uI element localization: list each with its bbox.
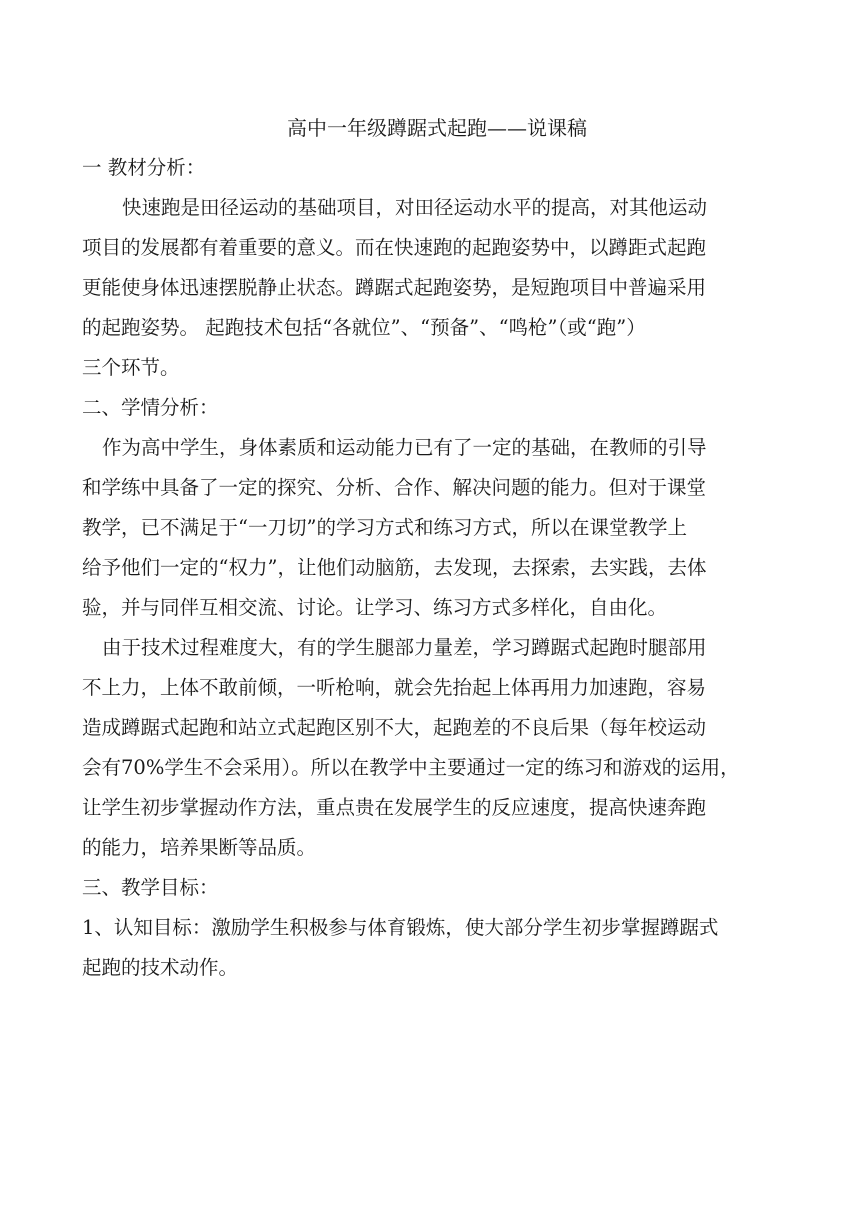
paragraph-learner-analysis-1 — [82, 428, 782, 628]
paragraph-learner-analysis-2 — [82, 628, 782, 868]
paragraph-line: 由于技术过程难度大，有的学生腿部力量差，学习蹲踞式起跑时腿部用 — [102, 636, 707, 659]
paragraph-line: 三个环节。 — [82, 356, 180, 379]
document-title: 高中一年级蹲踞式起跑——说课稿 — [287, 116, 587, 140]
paragraph-line: 的能力，培养果断等品质。 — [82, 836, 317, 859]
paragraph-line: 会有70%学生不会采用）。所以在教学中主要通过一定的练习和游戏的运用， — [82, 756, 740, 779]
paragraph-line: 更能使身体迅速摆脱静止状态。蹲踞式起跑姿势，是短跑项目中普遍采用 — [82, 276, 707, 299]
paragraph-line: 造成蹲踞式起跑和站立式起跑区别不大，起跑差的不良后果（每年校运动 — [82, 716, 707, 739]
paragraph-line: 给予他们一定的“权力”，让他们动脑筋，去发现，去探索，去实践，去体 — [82, 556, 707, 579]
paragraph-line: 不上力，上体不敢前倾，一听枪响，就会先抬起上体再用力加速跑，容易 — [82, 676, 707, 699]
paragraph-line: 起跑的技术动作。 — [82, 956, 239, 979]
paragraph-line: 验，并与同伴互相交流、讨论。让学习、练习方式多样化，自由化。 — [82, 596, 668, 619]
paragraph-line: 教学，已不满足于“一刀切”的学习方式和练习方式，所以在课堂教学上 — [82, 516, 687, 539]
paragraph-line: 让学生初步掌握动作方法，重点贵在发展学生的反应速度，提高快速奔跑 — [82, 796, 707, 819]
paragraph-line: 作为高中学生，身体素质和运动能力已有了一定的基础，在教师的引导 — [102, 436, 707, 459]
section-heading-learner-analysis: 二、学情分析： — [82, 396, 219, 419]
paragraph-line: 1、认知目标：激励学生积极参与体育锻炼，使大部分学生初步掌握蹲踞式 — [82, 916, 719, 939]
paragraph-cognitive-goal — [82, 908, 782, 988]
paragraph-textbook-analysis — [82, 188, 782, 388]
paragraph-line: 项目的发展都有着重要的意义。而在快速跑的起跑姿势中，以蹲距式起跑 — [82, 236, 707, 259]
paragraph-line: 快速跑是田径运动的基础项目，对田径运动水平的提高，对其他运动 — [122, 196, 708, 219]
paragraph-line: 的起跑姿势。 起跑技术包括“各就位”、“预备”、“鸣枪”（或“跑”） — [82, 316, 646, 339]
section-heading-teaching-goals: 三、教学目标： — [82, 876, 219, 899]
document-body — [82, 108, 782, 988]
section-heading-textbook-analysis: 一 教材分析： — [82, 156, 206, 179]
paragraph-line: 和学练中具备了一定的探究、分析、合作、解决问题的能力。但对于课堂 — [82, 476, 707, 499]
